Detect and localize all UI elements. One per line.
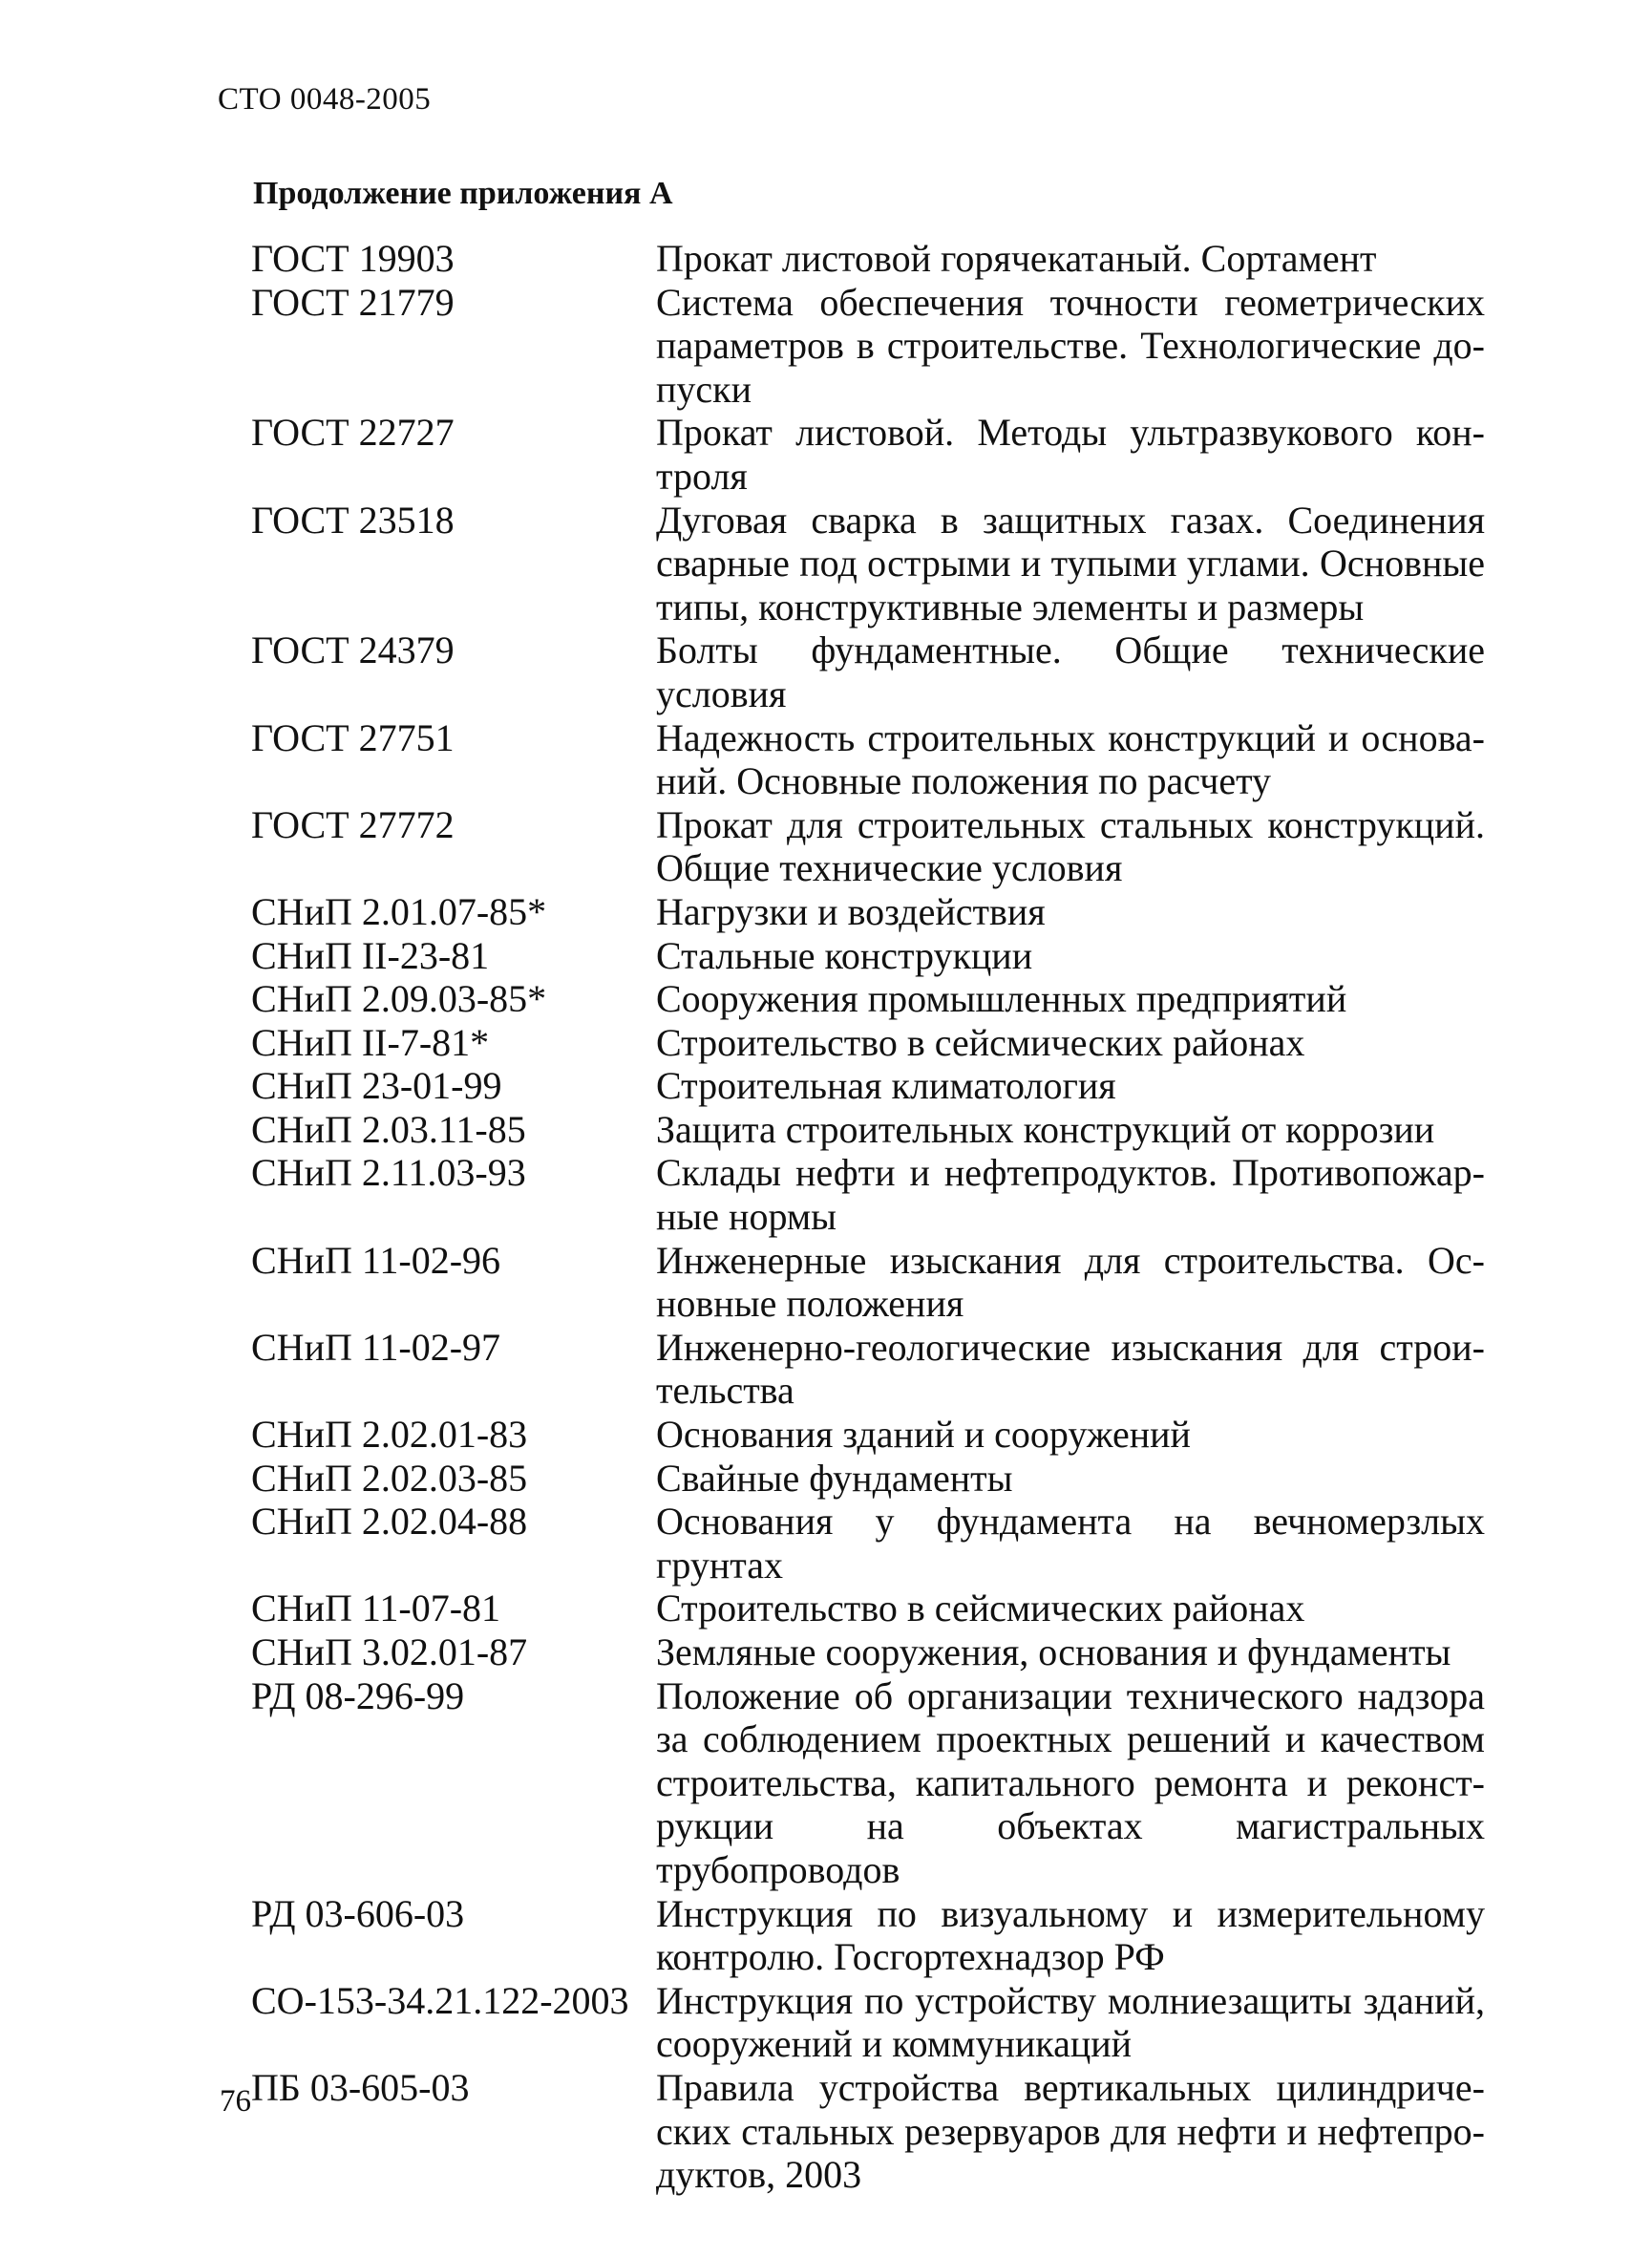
reference-title: Положение об организации технического надзора за соблюдением проектных решений и качеством строительства, капитального ремонта и реконст-рукции на объектах магистральных трубопроводов	[656, 1673, 1485, 1891]
reference-row	[251, 1064, 1493, 1108]
reference-code: СНиП II-7-81*	[251, 1020, 490, 1064]
reference-title: Система обеспечения точности геометрических параметров в строительстве. Технологические до-пуски	[656, 280, 1485, 411]
reference-title: Правила устройства вертикальных цилиндриче-ских стальных резервуаров для нефти и нефтепро-дуктов, 2003	[656, 2065, 1485, 2197]
reference-title: Надежность строительных конструкций и основа-ний. Основные положения по расчету	[656, 715, 1485, 803]
reference-code: СНиП 11-02-96	[251, 1238, 501, 1282]
reference-row	[251, 803, 1493, 890]
reference-code: РД 03-606-03	[251, 1891, 465, 1935]
reference-title: Инструкция по визуальному и измерительному контролю. Госгортехнадзор РФ	[656, 1891, 1485, 1979]
reference-code: ГОСТ 27772	[251, 802, 455, 846]
reference-title: Защита строительных конструкций от коррозии	[656, 1107, 1435, 1151]
reference-code: СНиП 2.01.07-85*	[251, 889, 547, 933]
reference-code: СНиП 11-07-81	[251, 1587, 501, 1630]
reference-title: Земляные сооружения, основания и фундаменты	[656, 1630, 1451, 1673]
reference-row	[251, 716, 1493, 803]
reference-title: Свайные фундаменты	[656, 1456, 1013, 1500]
reference-code: СНиП 2.09.03-85*	[251, 977, 547, 1021]
reference-row	[251, 1413, 1493, 1457]
reference-row	[251, 1457, 1493, 1501]
reference-code: СНиП 3.02.01-87	[251, 1630, 528, 1673]
reference-row	[251, 1979, 1493, 2066]
reference-row	[251, 2066, 1493, 2197]
reference-code: ГОСТ 22727	[251, 411, 455, 455]
reference-row	[251, 1674, 1493, 1892]
reference-code: ПБ 03-605-03	[251, 2065, 470, 2109]
reference-row	[251, 890, 1493, 934]
reference-title: Строительство в сейсмических районах	[656, 1020, 1305, 1064]
reference-row	[251, 628, 1493, 715]
reference-code: СНиП II-23-81	[251, 933, 490, 977]
section-title: Продолжение приложения А	[253, 176, 673, 211]
reference-row	[251, 1587, 1493, 1630]
reference-title: Строительная климатология	[656, 1064, 1116, 1108]
reference-code: ГОСТ 24379	[251, 628, 455, 672]
reference-title: Инженерно-геологические изыскания для строи-тельства	[656, 1325, 1485, 1413]
reference-list	[251, 237, 1493, 2197]
reference-row	[251, 1151, 1493, 1238]
reference-title: Прокат листовой горячекатаный. Сортамент	[656, 237, 1377, 280]
reference-title: Нагрузки и воздействия	[656, 889, 1046, 933]
reference-title: Основания у фундамента на вечномерзлых грунтах	[656, 1500, 1485, 1587]
reference-code: СНиП 2.02.03-85	[251, 1456, 528, 1500]
reference-row	[251, 237, 1493, 281]
reference-row	[251, 1500, 1493, 1587]
reference-row	[251, 281, 1493, 412]
reference-title: Прокат листовой. Методы ультразвукового кон-троля	[656, 411, 1485, 498]
reference-code: СНиП 2.03.11-85	[251, 1107, 526, 1151]
reference-code: РД 08-296-99	[251, 1673, 465, 1717]
page-number: 76	[220, 2084, 251, 2119]
reference-title: Дуговая сварка в защитных газах. Соединения сварные под острыми и тупыми углами. Основные типы, конструктивные элементы и размеры	[656, 498, 1485, 628]
document-code-header: СТО 0048-2005	[218, 82, 432, 117]
reference-code: СО-153-34.21.122-2003	[251, 1978, 629, 2022]
reference-title: Склады нефти и нефтепродуктов. Противопожар-ные нормы	[656, 1151, 1485, 1239]
reference-code: ГОСТ 23518	[251, 498, 455, 542]
reference-row	[251, 977, 1493, 1021]
reference-row	[251, 1892, 1493, 1979]
reference-code: СНиП 2.02.01-83	[251, 1413, 528, 1457]
reference-row	[251, 1239, 1493, 1326]
reference-title: Стальные конструкции	[656, 933, 1033, 977]
reference-title: Сооружения промышленных предприятий	[656, 977, 1347, 1021]
reference-title: Болты фундаментные. Общие технические условия	[656, 628, 1485, 715]
reference-row	[251, 499, 1493, 629]
reference-row	[251, 1108, 1493, 1152]
reference-row	[251, 1630, 1493, 1674]
reference-title: Основания зданий и сооружений	[656, 1413, 1191, 1457]
reference-title: Строительство в сейсмических районах	[656, 1587, 1305, 1630]
reference-title: Прокат для строительных стальных конструкций. Общие технические условия	[656, 802, 1485, 890]
reference-title: Инженерные изыскания для строительства. Ос-новные положения	[656, 1238, 1485, 1326]
reference-row	[251, 1326, 1493, 1413]
reference-code: ГОСТ 27751	[251, 715, 455, 759]
reference-row	[251, 411, 1493, 498]
reference-title: Инструкция по устройству молниезащиты зданий, сооружений и коммуникаций	[656, 1978, 1485, 2066]
reference-code: СНиП 11-02-97	[251, 1325, 501, 1369]
reference-row	[251, 1021, 1493, 1065]
reference-code: СНиП 2.02.04-88	[251, 1500, 528, 1544]
reference-code: ГОСТ 19903	[251, 237, 455, 280]
reference-code: СНиП 23-01-99	[251, 1064, 502, 1108]
reference-code: СНиП 2.11.03-93	[251, 1151, 526, 1195]
reference-code: ГОСТ 21779	[251, 280, 455, 324]
reference-row	[251, 934, 1493, 978]
